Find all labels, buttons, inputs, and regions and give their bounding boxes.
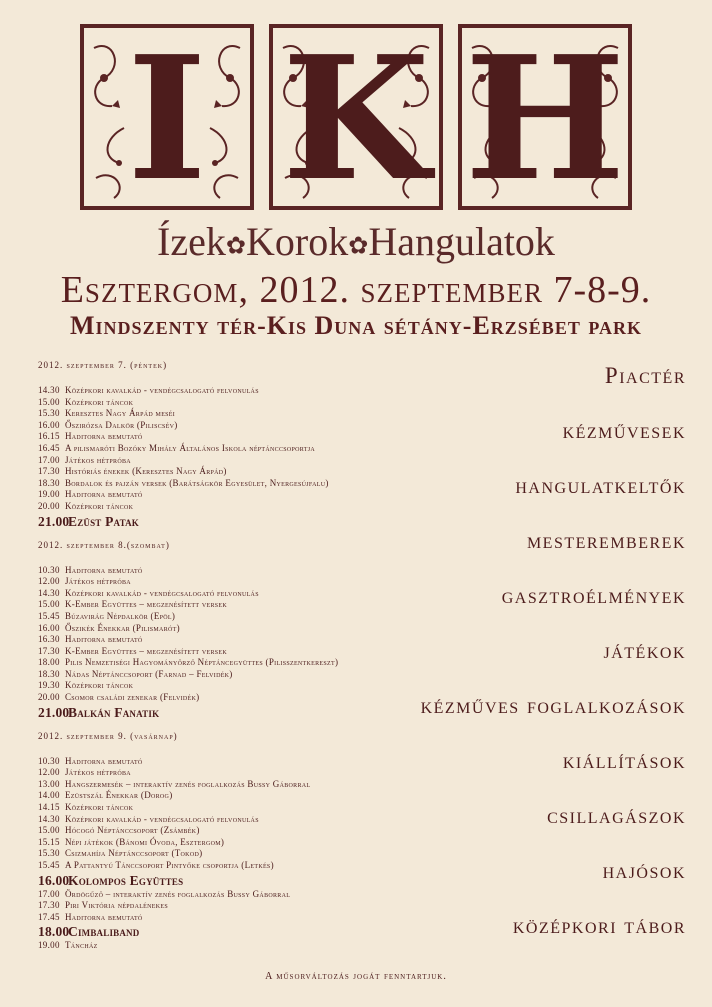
- tagline: [0, 218, 712, 265]
- topic-item: játékok: [603, 638, 686, 663]
- logo: [0, 19, 712, 219]
- event-title: Hócogó Néptánccsoport (Zsámbék): [65, 825, 200, 836]
- logo-letter-h: H: [464, 19, 626, 219]
- event-title: Haditorna bemutató: [65, 755, 143, 766]
- event-title: Középkori kavalkád - vendégcsalogató felvonulás: [65, 385, 259, 395]
- event-title: Piri Viktória népdalénekes: [65, 900, 168, 911]
- event-title: Kolompos Együttes: [68, 872, 184, 888]
- day-heading: 2012. szeptember 9. (vasárnap): [38, 730, 178, 741]
- event-time: 18.00: [38, 924, 70, 940]
- event-title: Haditorna bemutató: [65, 634, 143, 645]
- event-time: 14.30: [38, 385, 60, 395]
- logo-letter-k: K: [282, 19, 430, 219]
- event-title: Középkori táncok: [65, 802, 134, 813]
- event-time: 15.30: [38, 848, 60, 859]
- event-title: Nádas Néptánccsoport (Farnad – Felvidék): [65, 668, 233, 679]
- topic-item: kézművesek: [562, 418, 686, 443]
- event-title: Őszirózsa Dalkör (Piliscsév): [65, 419, 178, 430]
- event-time: 14.30: [38, 587, 60, 598]
- event-title: Középkori kavalkád - vendégcsalogató felvonulás: [65, 587, 259, 598]
- event-time: 12.00: [38, 767, 60, 778]
- event-time: 15.45: [38, 860, 60, 870]
- event-time: 14.15: [38, 802, 60, 813]
- event-time: 16.00: [38, 419, 60, 430]
- event-time: 15.00: [38, 825, 60, 836]
- topic-item: csillagászok: [547, 803, 686, 828]
- logo-tile-k: [269, 19, 443, 219]
- event-time: 17.30: [38, 645, 60, 656]
- event-title: Játékos hétpróba: [65, 767, 131, 778]
- event-time: 18.30: [38, 477, 60, 488]
- event-title: Csizmahíja Néptánccsoport (Tokod): [65, 848, 203, 859]
- event-title: Búzavirág Népdalkör (Epöl): [65, 610, 176, 621]
- event-title: A pilismaróti Bozóky Mihály Általános Iskola néptánccsoportja: [65, 442, 315, 453]
- event-time: 16.15: [38, 431, 60, 442]
- event-time: 21.00: [38, 704, 70, 720]
- event-time: 17.45: [38, 911, 60, 922]
- event-title: Haditorna bemutató: [65, 564, 143, 575]
- event-title: Pilis Nemzetiségi Hagyományőrző Néptáncegyüttes (Pilisszentkereszt): [65, 657, 339, 668]
- flower-separator-icon: ✿: [225, 233, 246, 260]
- event-title: Haditorna bemutató: [65, 911, 143, 922]
- event-title: Haditorna bemutató: [65, 431, 143, 442]
- event-time: 20.00: [38, 692, 60, 703]
- tagline-word-korok: Korok: [245, 219, 349, 264]
- event-time: 15.15: [38, 836, 60, 847]
- event-title: Középkori táncok: [65, 680, 134, 691]
- event-time: 19.30: [38, 680, 60, 691]
- logo-letter-i: I: [127, 19, 207, 219]
- event-time: 15.00: [38, 599, 60, 610]
- event-title: Cimbaliband: [68, 924, 140, 940]
- event-title: Keresztes Nagy Árpád meséi: [65, 408, 176, 419]
- event-title: Bordalok és pajzán versek (Barátságkör Egyesület, Nyergesújfalu): [65, 477, 329, 488]
- event-title: Népi játékok (Bánomi Óvoda, Esztergom): [65, 836, 225, 847]
- event-title: Ezüstszál Énekkar (Dorog): [65, 790, 173, 801]
- event-title: A Pattantyú Tánccsoport Pintyőke csoportja (Letkés): [65, 860, 274, 870]
- event-title: Játékos hétpróba: [65, 576, 131, 587]
- event-title: Esztergom, 2012. szeptember 7-8-9.: [60, 269, 652, 311]
- topic-item: hangulatkeltők: [515, 473, 686, 498]
- event-time: 19.00: [38, 940, 60, 951]
- event-title: Középkori táncok: [65, 500, 134, 511]
- topic-item: kézműves foglalkozások: [420, 693, 686, 718]
- event-title: Ezüst Patak: [68, 513, 140, 529]
- topic-item: hajósok: [602, 858, 686, 883]
- event-title: Haditorna bemutató: [65, 489, 143, 500]
- event-time: 15.00: [38, 396, 60, 407]
- topic-item: Piactér: [604, 363, 686, 388]
- event-title: Csomor családi zenekar (Felvidék): [65, 692, 200, 703]
- event-time: 14.30: [38, 813, 60, 824]
- event-time: 15.45: [38, 610, 60, 621]
- flower-separator-icon: ✿: [348, 233, 369, 260]
- event-title: Hangszermesék – interaktív zenés foglalkozás Bussy Gáborral: [65, 778, 311, 789]
- event-time: 16.30: [38, 634, 60, 645]
- event-time: 20.00: [38, 500, 60, 511]
- event-time: 16.00: [38, 872, 70, 888]
- topic-item: középkori tábor: [512, 913, 686, 938]
- event-title: Históriás énekek (Keresztes Nagy Árpád): [65, 466, 227, 477]
- event-title: K-Ember Együttes – megzenésített versek: [65, 645, 228, 656]
- event-time: 21.00: [38, 513, 70, 529]
- event-title: Középkori kavalkád - vendégcsalogató felvonulás: [65, 813, 259, 824]
- event-time: 17.00: [38, 454, 60, 465]
- event-time: 15.30: [38, 408, 60, 419]
- tagline-word-izek: Ízek: [157, 219, 226, 264]
- event-title: Ördögűző – interaktív zenés foglalkozás Bussy Gáborral: [65, 888, 291, 899]
- event-title: K-Ember Együttes – megzenésített versek: [65, 599, 228, 610]
- day-heading: 2012. szeptember 7. (péntek): [38, 360, 168, 370]
- event-time: 12.00: [38, 576, 60, 587]
- event-title: Balkán Fanatik: [68, 704, 160, 720]
- event-time: 19.00: [38, 489, 60, 500]
- event-time: 10.30: [38, 755, 60, 766]
- logo-tile-i: [80, 19, 254, 219]
- tagline-word-hangulatok: Hangulatok: [368, 219, 555, 264]
- event-time: 18.30: [38, 668, 60, 679]
- event-time: 13.00: [38, 778, 60, 789]
- footer-note: A műsorváltozás jogát fenntartjuk.: [265, 971, 447, 982]
- event-time: 18.00: [38, 657, 60, 668]
- event-time: 16.45: [38, 442, 60, 453]
- topic-item: mesteremberek: [526, 528, 686, 553]
- topic-item: gasztroélmények: [501, 583, 686, 608]
- event-time: 16.00: [38, 622, 60, 633]
- day-heading: 2012. szeptember 8.(szombat): [38, 539, 170, 550]
- topic-item: kiállítások: [562, 748, 686, 773]
- event-time: 17.30: [38, 466, 60, 477]
- event-title: Játékos hétpróba: [65, 454, 131, 465]
- event-time: 10.30: [38, 564, 60, 575]
- logo-tile-h: [458, 19, 632, 219]
- event-time: 17.30: [38, 900, 60, 911]
- topic-list: [366, 360, 686, 950]
- event-title: Őszikék Énekkar (Pilismarót): [65, 622, 180, 633]
- event-venue: Mindszenty tér-Kis Duna sétány-Erzsébet park: [70, 311, 642, 340]
- event-time: 17.00: [38, 888, 60, 899]
- event-title: Középkori táncok: [65, 396, 134, 407]
- event-title: Táncház: [65, 940, 98, 951]
- event-time: 14.00: [38, 790, 60, 801]
